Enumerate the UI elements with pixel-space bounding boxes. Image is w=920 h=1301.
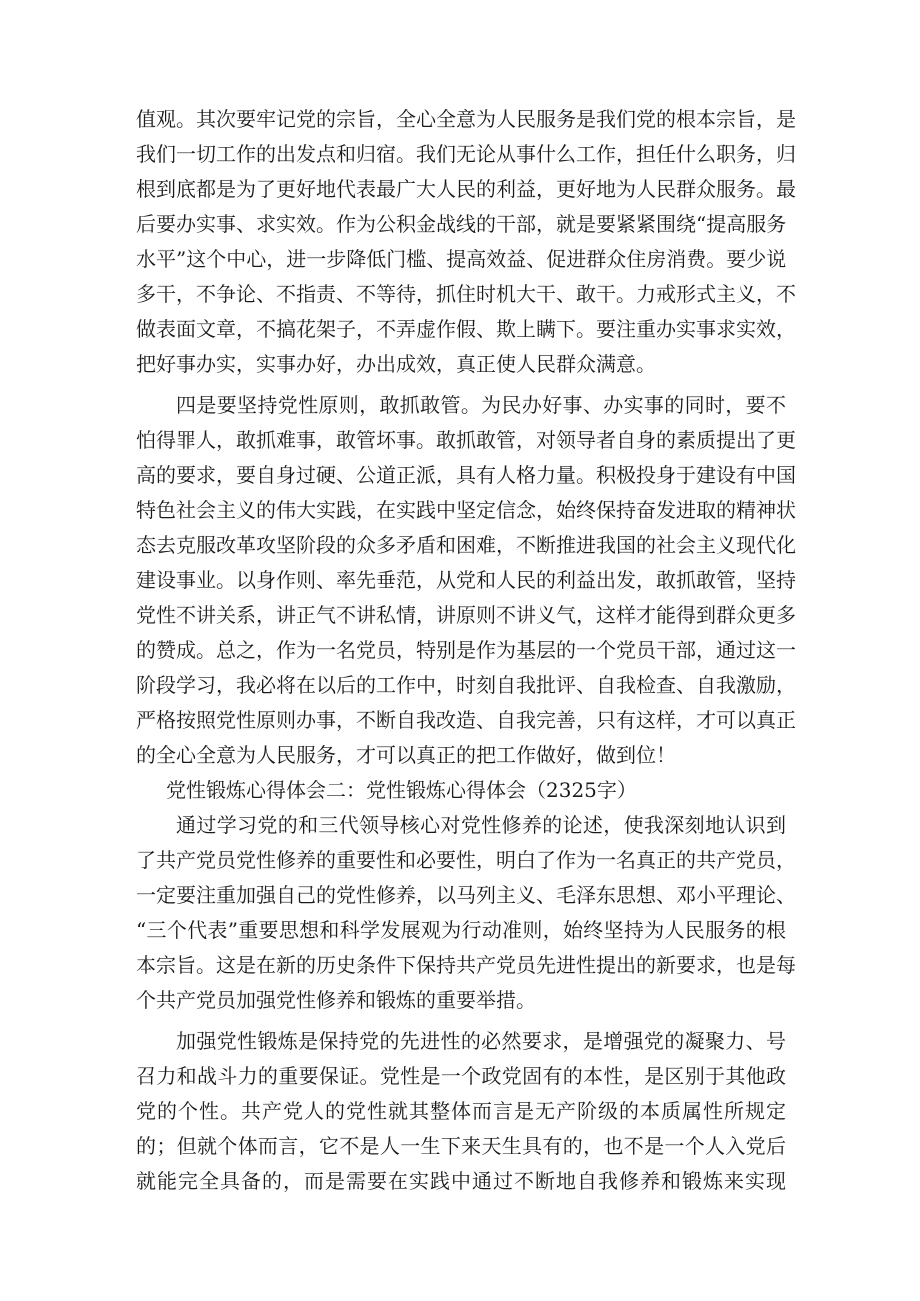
text-line: 高的要求，要自身过硬、公道正派，具有人格力量。积极投身于建设有中国 [136, 463, 796, 487]
text-line: 水平”这个中心，进一步降低门槛、提高效益、促进群众住房消费。要少说 [136, 247, 787, 271]
text-line: 四是要坚持党性原则，敢抓敢管。为民办好事、办实事的同时，要不 [176, 393, 786, 417]
text-line: 建设事业。以身作则、率先垂范，从党和人民的利益出发，敢抓敢管，坚持 [136, 568, 796, 592]
text-line: 后要办实事、求实效。作为公积金战线的干部，就是要紧紧围绕“提高服务 [136, 212, 787, 236]
text-line: 把好事办实，实事办好，办出成效，真正使人民群众满意。 [136, 352, 656, 376]
section-heading: 党性锻炼心得体会二：党性锻炼心得体会（2325字） [166, 778, 637, 802]
text-line: 值观。其次要牢记党的宗旨，全心全意为人民服务是我们党的根本宗旨，是 [136, 107, 796, 131]
text-line: 的赞成。总之，作为一名党员，特别是作为基层的一个党员干部，通过这一 [136, 638, 796, 662]
text-line: 个共产党员加强党性修养和锻炼的重要举措。 [136, 988, 536, 1012]
text-line: 就能完全具备的，而是需要在实践中通过不断地自我修养和锻炼来实现 [136, 1169, 786, 1193]
text-line: 阶段学习，我必将在以后的工作中，时刻自我批评、自我检查、自我激励， [136, 673, 796, 697]
text-line: 的；但就个体而言，它不是人一生下来天生具有的，也不是一个人入党后 [136, 1134, 786, 1158]
text-line: 我们一切工作的出发点和归宿。我们无论从事什么工作，担任什么职务，归 [136, 142, 796, 166]
text-line: 加强党性锻炼是保持党的先进性的必然要求，是增强党的凝聚力、号 [176, 1029, 786, 1053]
text-line: 一定要注重加强自己的党性修养，以马列主义、毛泽东思想、邓小平理论、 [136, 883, 796, 907]
text-line: 多干，不争论、不指责、不等待，抓住时机大干、敢干。力戒形式主义，不 [136, 282, 796, 306]
text-line: 严格按照党性原则办事，不断自我改造、自我完善，只有这样，才可以真正 [136, 708, 796, 732]
text-line: 的全心全意为人民服务，才可以真正的把工作做好，做到位！ [136, 743, 676, 767]
text-line: 做表面文章，不搞花架子，不弄虚作假、欺上瞒下。要注重办实事求实效， [136, 317, 796, 341]
text-line: 召力和战斗力的重要保证。党性是一个政党固有的本性，是区别于其他政 [136, 1064, 786, 1088]
text-line: 了共产党员党性修养的重要性和必要性，明白了作为一名真正的共产党员， [136, 848, 796, 872]
text-line: 党性不讲关系，讲正气不讲私情，讲原则不讲义气，这样才能得到群众更多 [136, 603, 796, 627]
text-line: 特色社会主义的伟大实践，在实践中坚定信念，始终保持奋发进取的精神状 [136, 498, 796, 522]
text-line: 态去克服改革攻坚阶段的众多矛盾和困难，不断推进我国的社会主义现代化 [136, 533, 796, 557]
text-line: 本宗旨。这是在新的历史条件下保持共产党员先进性提出的新要求，也是每 [136, 953, 796, 977]
text-line: “三个代表”重要思想和科学发展观为行动准则，始终坚持为人民服务的根 [136, 918, 786, 942]
text-line: 党的个性。共产党人的党性就其整体而言是无产阶级的本质属性所规定 [136, 1099, 786, 1123]
text-line: 根到底都是为了更好地代表最广大人民的利益，更好地为人民群众服务。最 [136, 177, 796, 201]
text-line: 通过学习党的和三代领导核心对党性修养的论述，使我深刻地认识到 [176, 813, 786, 837]
text-line: 怕得罪人，敢抓难事，敢管坏事。敢抓敢管，对领导者自身的素质提出了更 [136, 428, 796, 452]
